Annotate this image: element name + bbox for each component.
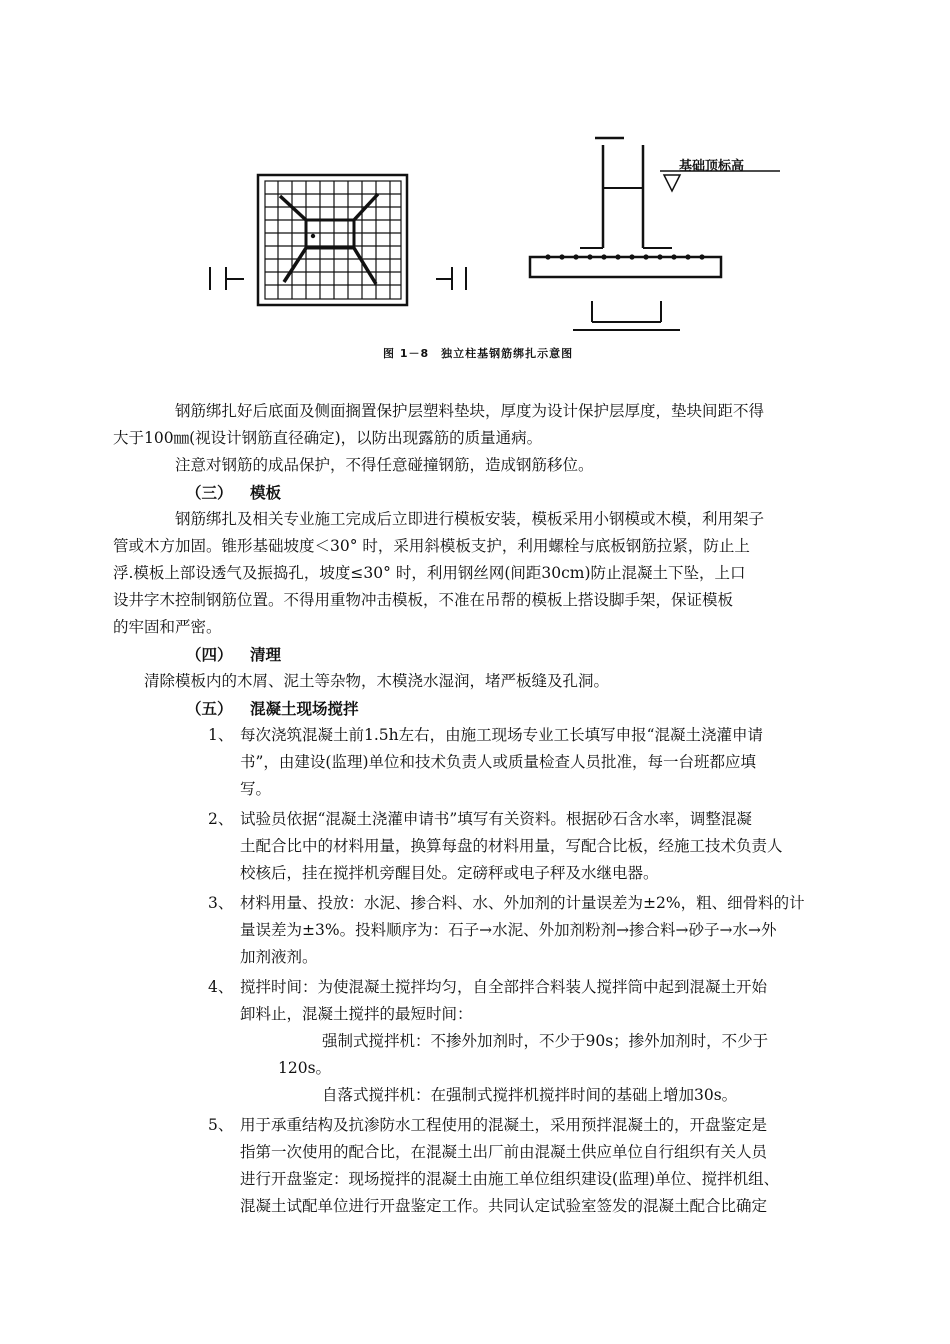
paragraph-line: 大于100㎜(视设计钢筋直径确定)，以防出现露筋的质量通病。 <box>113 429 543 447</box>
list-item-number: 4、 <box>208 978 234 996</box>
elevation-label: 基础顶标高 <box>679 159 745 174</box>
list-item-line: 指第一次使用的配合比，在混凝土出厂前由混凝土供应单位自行组织有关人员 <box>240 1143 768 1161</box>
list-item-line: 每次浇筑混凝土前1.5h左右，由施工现场专业工长填写申报“混凝土浇灌申请 <box>240 726 764 744</box>
list-item-line: 校核后，挂在搅拌机旁醒目处。定磅秤或电子秤及水继电器。 <box>240 864 659 882</box>
list-item-number: 3、 <box>208 894 234 912</box>
mixing-time-forced: 强制式搅拌机：不掺外加剂时，不少于90s；掺外加剂时，不少于 <box>322 1032 769 1050</box>
list-item-line: 卸料止，混凝土搅拌的最短时间： <box>240 1005 473 1023</box>
mixing-time-forced-cont: 120s。 <box>278 1059 332 1077</box>
list-item-line: 加剂液剂。 <box>240 948 318 966</box>
list-item-number: 1、 <box>208 726 234 744</box>
section-heading-3 <box>144 479 814 506</box>
list-item <box>144 806 814 887</box>
list-item-line: 书”，由建设(监理)单位和技术负责人或质量检查人员批准，每一台班都应填 <box>240 753 757 771</box>
list-item <box>144 722 814 803</box>
paragraph-line: 钢筋绑扎好后底面及侧面搁置保护层塑料垫块，厚度为设计保护层厚度，垫块间距不得 <box>175 402 765 420</box>
heading-number: （四） <box>186 645 233 664</box>
list-item-line: 进行开盘鉴定：现场搅拌的混凝土由施工单位组织建设(监理)单位、搅拌机组、 <box>240 1170 780 1188</box>
figure-caption: 图 1－8 独立柱基钢筋绑扎示意图 <box>383 347 574 360</box>
list-item-line: 用于承重结构及抗渗防水工程使用的混凝土，采用预拌混凝土的，开盘鉴定是 <box>240 1116 768 1134</box>
paragraph-line: 注意对钢筋的成品保护，不得任意碰撞钢筋，造成钢筋移位。 <box>175 456 594 474</box>
heading-number: （三） <box>186 483 233 502</box>
paragraph-line: 管或木方加固。锥形基础坡度＜30° 时，采用斜模板支护，利用螺栓与底板钢筋拉紧，防止上 <box>113 537 750 555</box>
list-item-line: 搅拌时间：为使混凝土搅拌均匀，自全部拌合料装人搅拌筒中起到混凝土开始 <box>240 978 768 996</box>
heading-title: 模板 <box>250 483 282 502</box>
section-heading-4 <box>144 641 814 668</box>
list-item-line: 试验员依据“混凝土浇灌申请书”填写有关资料。根据砂石含水率，调整混凝 <box>240 810 752 828</box>
rebar-diagram <box>0 0 950 380</box>
list-item <box>144 890 814 971</box>
list-item <box>144 974 814 1028</box>
list-item <box>144 1112 814 1220</box>
heading-number: （五） <box>186 699 233 718</box>
list-item-line: 写。 <box>240 780 272 798</box>
paragraph-line: 浮.模板上部设透气及振捣孔，坡度≤30° 时，利用钢丝网(间距30cm)防止混凝土下坠，上口 <box>113 564 746 582</box>
heading-title: 清理 <box>250 645 282 664</box>
paragraph-line: 的牢固和严密。 <box>113 618 222 636</box>
document-body <box>113 398 814 1223</box>
heading-title: 混凝土现场搅拌 <box>250 699 359 718</box>
paragraph-line: 钢筋绑扎及相关专业施工完成后立即进行模板安装，模板采用小钢模或木模，利用架子 <box>175 510 765 528</box>
list-item-line: 材料用量、投放：水泥、掺合料、水、外加剂的计量误差为±2%，粗、细骨料的计 <box>240 894 805 912</box>
list-item-line: 混凝土试配单位进行开盘鉴定工作。共同认定试验室签发的混凝土配合比确定 <box>240 1197 768 1215</box>
paragraph-line: 清除模板内的木屑、泥土等杂物，木模浇水湿润，堵严板缝及孔洞。 <box>144 672 610 690</box>
list-item-line: 土配合比中的材料用量，换算每盘的材料用量，写配合比板，经施工技术负责人 <box>240 837 783 855</box>
paragraph-line: 设井字木控制钢筋位置。不得用重物冲击模板，不准在吊帮的模板上搭设脚手架，保证模板 <box>113 591 734 609</box>
list-item-line: 量误差为±3%。投料顺序为：石子→水泥、外加剂粉剂→掺合料→砂子→水→外 <box>240 921 777 939</box>
mixing-time-gravity: 自落式搅拌机：在强制式搅拌机搅拌时间的基础上增加30s。 <box>322 1086 738 1104</box>
list-item-number: 2、 <box>208 810 234 828</box>
list-item-number: 5、 <box>208 1116 234 1134</box>
section-heading-5 <box>144 695 814 722</box>
